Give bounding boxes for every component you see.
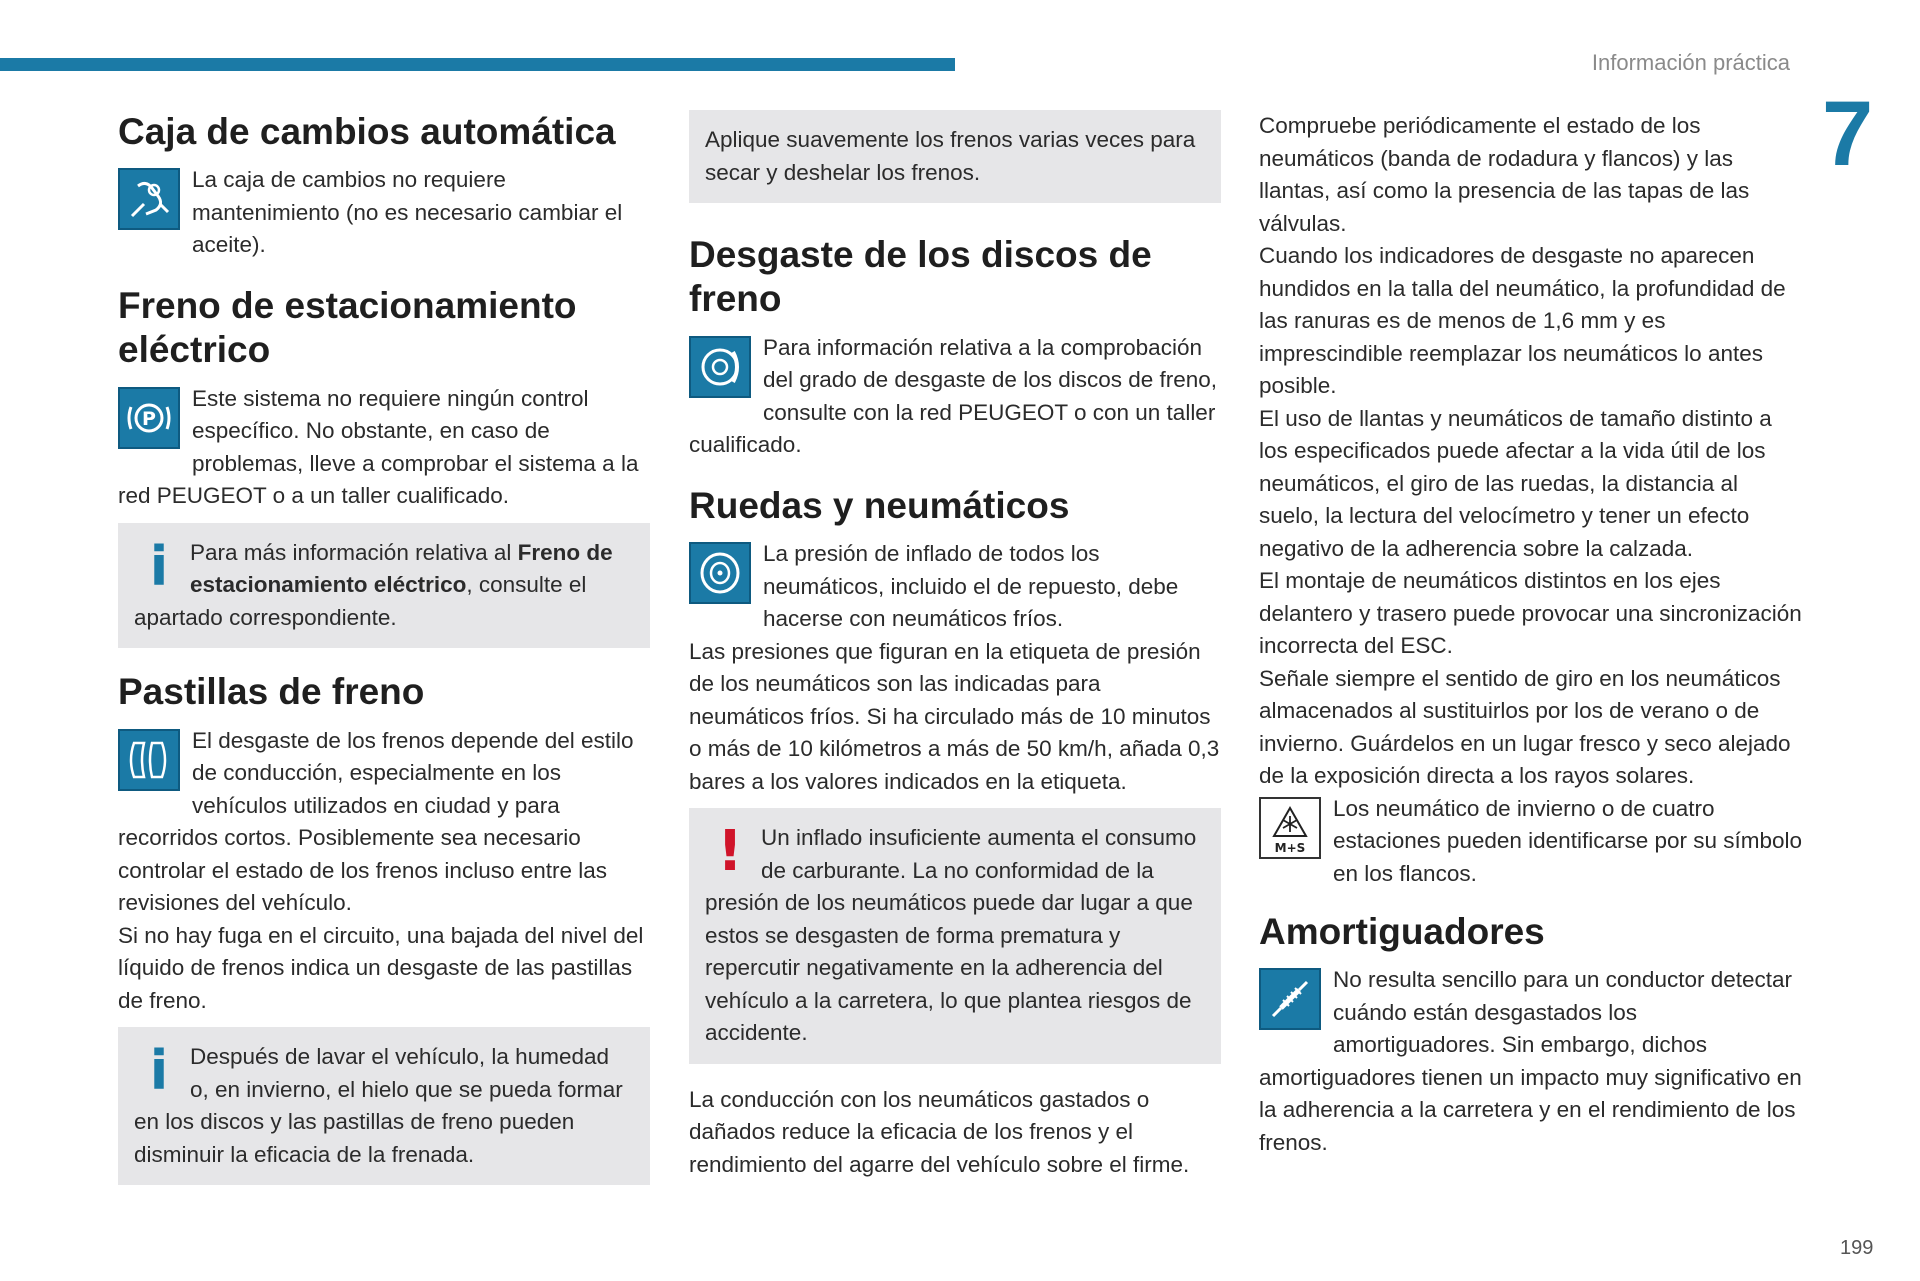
section-caja-cambios [118,110,650,262]
section-discos-freno [689,233,1221,462]
info-note [118,1027,650,1185]
column-1 [118,110,650,1207]
paragraph: Compruebe periódicamente el estado de los neumáticos (banda de rodadura y flancos) y las llantas, así como la presencia de las tapas de las válvulas. [1259,113,1750,236]
paragraph: Los neumático de invierno o de cuatro estaciones pueden identificarse por su símbolo en los flancos. [1333,795,1803,886]
paragraph: El desgaste de los frenos depende del estilo de conducción, especialmente en los vehículos utilizados en ciudad y para recorridos cortos. Posiblemente sea necesario controlar el estado de los frenos incluso entre las revisiones del vehículo. [118,727,634,916]
top-note-text: Aplique suavemente los frenos varias veces para secar y deshelar los frenos. [705,127,1196,185]
winter-tire-icon [1259,797,1321,859]
top-accent-bar [0,58,955,71]
section-pastillas-freno [118,670,650,1185]
paragraph: El montaje de neumáticos distintos en los ejes delantero y trasero puede provocar una sincronización incorrecta del ESC. [1259,568,1802,658]
chapter-number: 7 [1822,83,1874,185]
running-head: Información práctica [1591,50,1790,75]
section-freno-estacionamiento [118,284,650,648]
info-note [118,523,650,649]
brake-disc-icon [689,336,751,398]
info-icon: i [149,534,169,598]
info-note-text: Después de lavar el vehículo, la humedad o, en invierno, el hielo que se pueda formar en los discos y las pastillas de freno pueden disminuir la eficacia de la frenada. [134,1044,623,1167]
section-title: Pastillas de freno [118,671,425,713]
page-number: 199 [1840,1237,1874,1259]
column-2 [689,110,1221,1203]
paragraph: Cuando los indicadores de desgaste no aparecen hundidos en la talla del neumático, la profundidad de las ranuras es de menos de 1,6 mm y es imprescindible reemplazar los neumáticos lo antes posible. [1259,243,1786,398]
paragraph: Las presiones que figuran en la etiqueta de presión de los neumáticos son las indicadas para neumáticos fríos. Si ha circulado más de 10 minutos o más de 10 kilómetros a más de 50 km/h, añada 0,3 bares a los valores indicados en la etiqueta. [689,638,1220,794]
section-amortiguadores [1259,910,1804,1159]
paragraph: Para información relativa a la comprobación del grado de desgaste de los discos de freno, consulte con la red PEUGEOT o con un taller cualificado. [689,334,1218,458]
paragraph: Señale siempre el sentido de giro en los neumáticos almacenados al sustituirlos por los de verano o de invierno. Guárdelos en un lugar fresco y seco alejado de la exposición directa a los rayos solares. [1259,665,1791,788]
paragraph: No resulta sencillo para un conductor detectar cuándo están desgastados los amortiguadores. Sin embargo, dichos amortiguadores tienen un impacto muy significativo en la adherencia a la carretera y en el rendimiento de los frenos. [1259,967,1802,1155]
section-title: Ruedas y neumáticos [689,484,1070,526]
ms-label: M+S [1274,840,1306,855]
warning-note-text: Un inflado insuficiente aumenta el consumo de carburante. La no conformidad de la presión de los neumáticos puede dar lugar a que estos se desgasten de forma prematura y repercutir negativamente en la adherencia del vehículo a la carretera, lo que plantea riesgos de accidente. [705,825,1197,1046]
section-title: Caja de cambios automática [118,111,616,152]
section-ruedas-neumaticos [689,484,1221,1181]
section-title: Amortiguadores [1259,911,1545,952]
paragraph: La caja de cambios no requiere mantenimiento (no es necesario cambiar el aceite). [192,167,623,258]
parking-brake-icon [118,387,180,449]
top-note [689,110,1221,203]
paragraph: La conducción con los neumáticos gastados o dañados reduce la eficacia de los frenos y el rendimiento del agarre del vehículo sobre el firme. [689,1086,1190,1177]
shock-absorber-icon [1259,968,1321,1030]
info-icon: i [149,1039,169,1103]
column-3 [1259,110,1804,1181]
paragraph: El uso de llantas y neumáticos de tamaño distinto a los especificados puede afectar a la vida útil de los neumáticos, el giro de las ruedas, la distancia al suelo, la lectura del velocímetro y tener un efecto negativo de la adherencia sobre la calzada. [1259,405,1772,561]
info-note-text: Para más información relativa al Freno de estacionamiento eléctrico, consulte el apartado correspondiente. [134,539,613,630]
paragraph: Este sistema no requiere ningún control específico. No obstante, en caso de problemas, lleve a comprobar el sistema a la red PEUGEOT o a un taller cualificado. [118,385,639,509]
tire-icon [689,542,751,604]
warning-note [689,808,1221,1064]
section-title: Desgaste de los discos de freno [689,234,1152,320]
svg-text:P: P [142,407,156,430]
brake-pads-icon [118,729,180,791]
warning-icon: ! [717,819,743,885]
section-title: Freno de estacionamiento eléctrico [118,284,577,371]
gearbox-icon [118,168,180,230]
paragraph: Si no hay fuga en el circuito, una bajada del nivel del líquido de frenos indica un desgaste de las pastillas de freno. [118,922,644,1013]
paragraph: La presión de inflado de todos los neumáticos, incluido el de repuesto, debe hacerse con neumáticos fríos. [763,541,1179,632]
